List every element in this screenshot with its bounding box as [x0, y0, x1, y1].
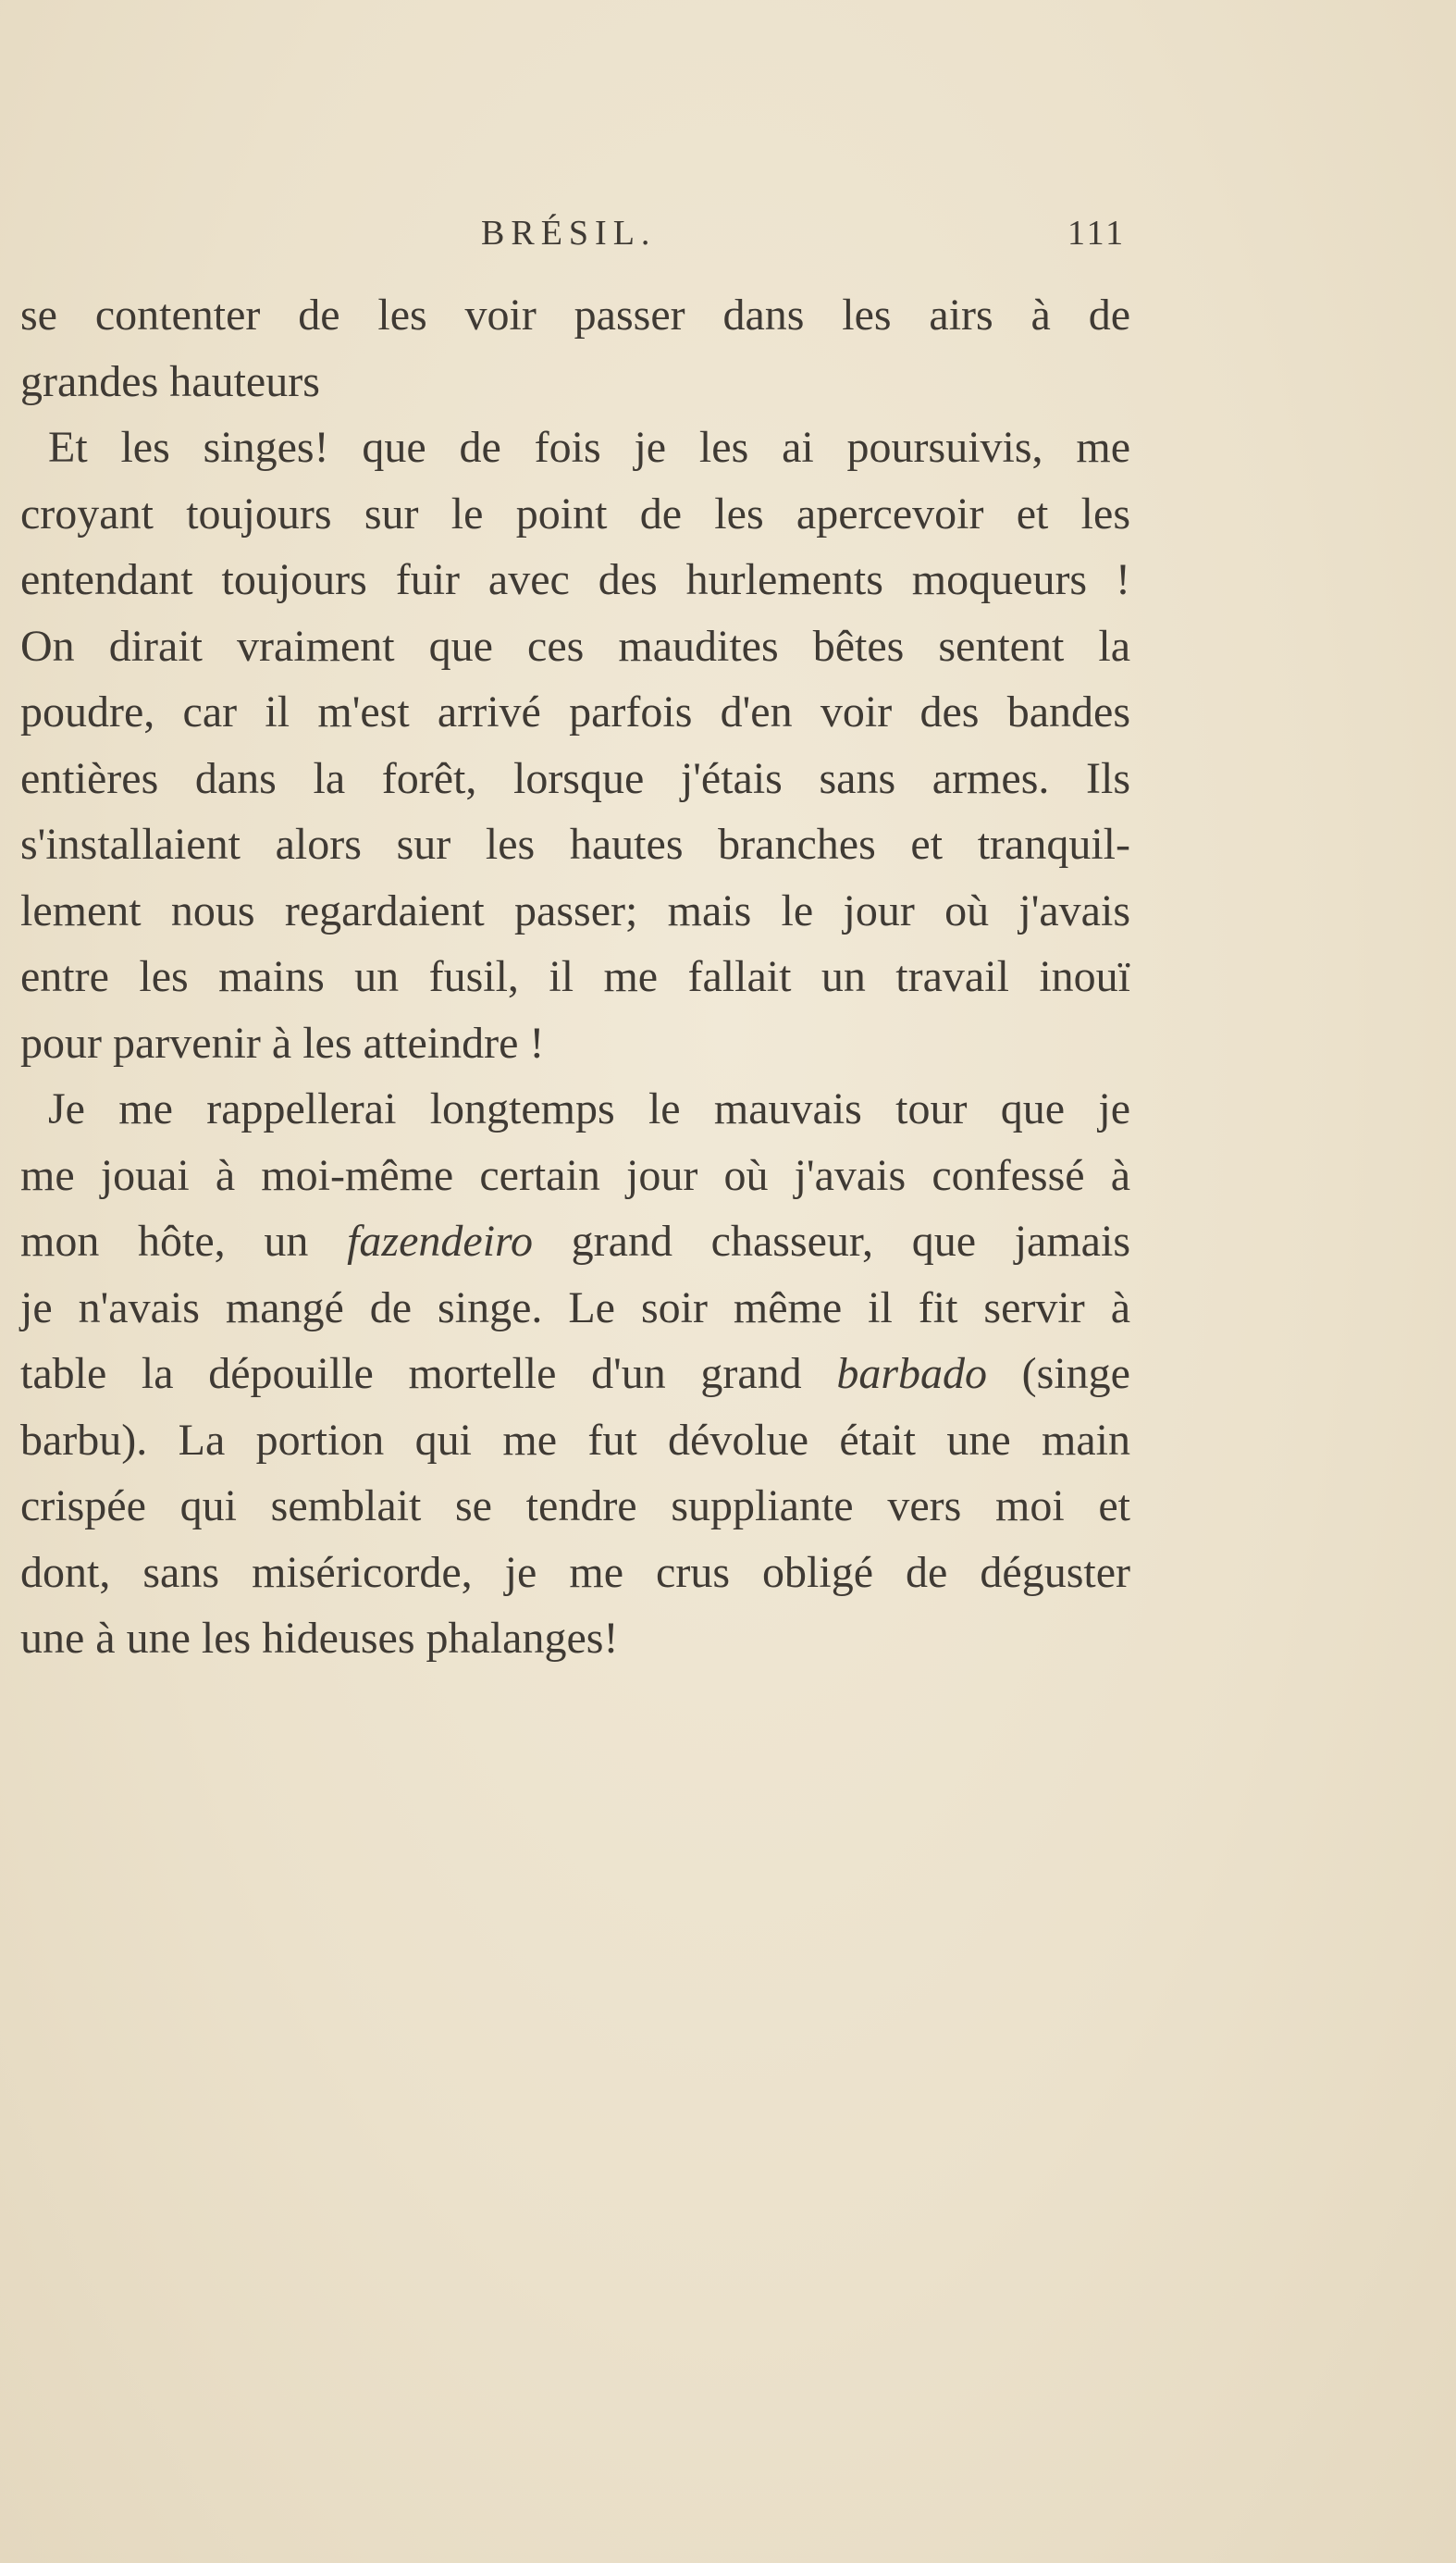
text-line: Je me rappellerai longtemps le mauvais tour que je	[48, 1084, 1130, 1133]
text-run: (singe	[987, 1349, 1130, 1398]
running-title: BRÉSIL.	[481, 214, 657, 253]
text-run: table la dépouille mortelle d'un grand	[20, 1349, 837, 1398]
text-line: je n'avais mangé de singe. Le soir même il fit servir à	[20, 1282, 1130, 1332]
text-line: se contenter de les voir passer dans les airs à de	[20, 291, 1130, 340]
text-line: pour parvenir à les atteindre !	[20, 1018, 545, 1068]
text-line	[20, 1208, 1130, 1275]
text-line: dont, sans miséricorde, je me crus obligé de déguster	[20, 1547, 1130, 1597]
text-line: On dirait vraiment que ces maudites bêtes sentent la	[20, 621, 1130, 671]
body-text	[20, 282, 1130, 1672]
text-line: lement nous regardaient passer; mais le jour où j'avais	[20, 885, 1130, 935]
text-line: entières dans la forêt, lorsque j'étais sans armes. Ils	[20, 753, 1130, 803]
page-number: 111	[1067, 214, 1127, 253]
running-head	[0, 205, 1456, 261]
text-line: Et les singes! que de fois je les ai poursuivis, me	[48, 423, 1130, 472]
text-run: mon hôte, un	[20, 1217, 348, 1266]
text-line: grandes hauteurs	[20, 356, 320, 406]
text-line: croyant toujours sur le point de les apercevoir et les	[20, 489, 1130, 539]
text-line: une à une les hideuses phalanges!	[20, 1614, 619, 1663]
text-line: entendant toujours fuir avec des hurlements moqueurs !	[20, 555, 1130, 604]
text-line: crispée qui semblait se tendre suppliante vers moi et	[20, 1481, 1130, 1530]
text-line: barbu). La portion qui me fut dévolue était une main	[20, 1415, 1130, 1465]
text-line: poudre, car il m'est arrivé parfois d'en voir des bandes	[20, 687, 1130, 737]
text-run: grand chasseur, que jamais	[532, 1217, 1130, 1266]
italic-term: barbado	[836, 1349, 988, 1398]
text-line	[20, 1341, 1130, 1407]
text-line: entre les mains un fusil, il me fallait un travail inouï	[20, 952, 1130, 1001]
text-line: me jouai à moi-même certain jour où j'avais confessé à	[20, 1150, 1130, 1200]
text-line: s'installaient alors sur les hautes branches et tranquil-	[20, 820, 1130, 869]
italic-term: fazendeiro	[347, 1217, 533, 1266]
